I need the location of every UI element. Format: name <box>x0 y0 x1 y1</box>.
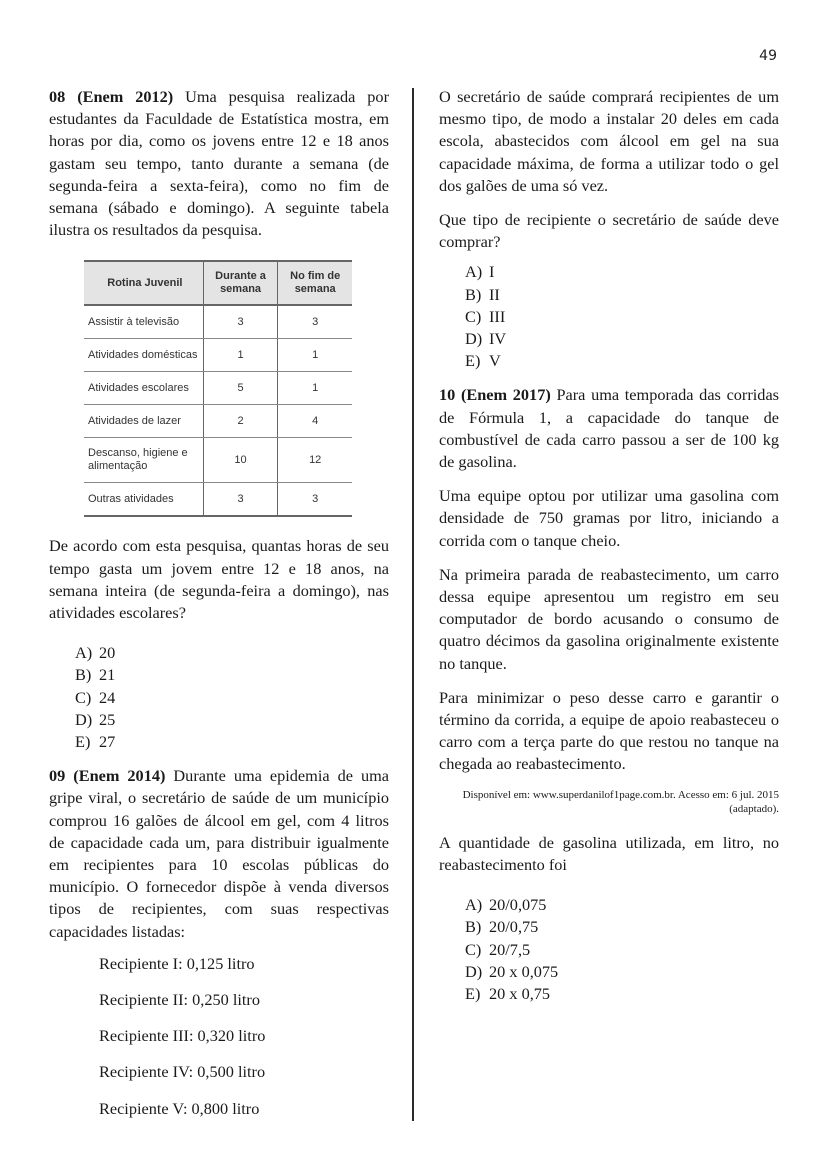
question-09-continuation: O secretário de saúde comprará recipientes de um mesmo tipo, de modo a instalar 20 deles em cada escola, abastecidos com álcool em gel na sua capacidade máxima, de forma a utilizar todo o gel dos galões de uma só vez. <box>439 87 779 195</box>
table-row <box>84 405 352 438</box>
option-text: 20 <box>99 643 116 663</box>
table-row <box>84 438 352 483</box>
question-09-heading: 09 (Enem 2014) <box>49 766 166 786</box>
option-text: 20/0,75 <box>489 917 539 937</box>
option-text: III <box>489 306 506 326</box>
option-text: 21 <box>99 665 116 685</box>
question-10-paragraph: Na primeira parada de reabastecimento, um carro dessa equipe apresentou um registro em seu computador de bordo acusando o consumo de quatro décimos da gasolina originalmente existente no tanque. <box>439 564 779 673</box>
question-10-intro <box>439 384 779 473</box>
recipient-item: Recipiente II: 0,250 litro <box>99 990 260 1010</box>
option-text: 20/0,075 <box>489 895 547 915</box>
question-08-heading: 08 (Enem 2012) <box>49 87 174 106</box>
cell-weekend: 1 <box>278 339 352 372</box>
question-09-options <box>465 261 779 372</box>
cell-weekend: 3 <box>278 483 352 517</box>
page-number: 49 <box>759 48 777 64</box>
cell-weekday: 5 <box>203 372 278 405</box>
table-row <box>84 305 352 339</box>
recipient-item: Recipiente III: 0,320 litro <box>99 1026 266 1046</box>
question-10-intro-text: Para uma temporada das corridas de Fórmula 1, a capacidade do tanque de combustível de cada carro passou a ser de 100 kg de gasolina. <box>439 385 780 472</box>
option-letter: B) <box>465 917 482 937</box>
option-text: V <box>489 351 501 371</box>
cell-weekend: 12 <box>278 438 352 483</box>
cell-activity: Assistir à televisão <box>84 305 203 339</box>
cell-weekend: 4 <box>278 405 352 438</box>
right-column <box>439 86 779 1005</box>
question-10-paragraph: Para minimizar o peso desse carro e garantir o término da corrida, a equipe de apoio reabasteceu o carro com a terça parte do que restou no tanque na chegada ao reabastecimento. <box>439 687 779 774</box>
option-letter: A) <box>465 262 483 282</box>
option-letter: B) <box>75 665 92 685</box>
option-text: 24 <box>99 687 116 707</box>
option-b[interactable] <box>465 916 779 938</box>
option-letter: E) <box>75 732 91 752</box>
option-text: 20 x 0,75 <box>489 983 551 1003</box>
question-10-options <box>465 894 779 1005</box>
recipient-item: Recipiente IV: 0,500 litro <box>99 1062 266 1082</box>
option-e[interactable] <box>75 731 389 753</box>
cell-activity: Atividades domésticas <box>84 339 203 372</box>
option-b[interactable] <box>75 664 389 686</box>
recipient-item: Recipiente I: 0,125 litro <box>99 953 255 973</box>
source-line: (adaptado). <box>729 802 779 815</box>
option-d[interactable] <box>465 328 779 350</box>
cell-weekend: 3 <box>278 305 352 339</box>
left-column <box>49 86 389 1134</box>
option-d[interactable] <box>75 709 389 731</box>
option-e[interactable] <box>465 983 779 1005</box>
cell-activity: Outras atividades <box>84 483 203 517</box>
option-a[interactable] <box>465 261 779 283</box>
question-09-prompt: Que tipo de recipiente o secretário de saúde deve comprar? <box>439 210 779 252</box>
cell-activity: Atividades escolares <box>84 372 203 405</box>
column-divider <box>412 88 414 1121</box>
option-e[interactable] <box>465 350 779 372</box>
option-text: IV <box>489 329 507 349</box>
option-letter: A) <box>465 895 483 915</box>
option-letter: E) <box>465 351 481 371</box>
option-letter: E) <box>465 983 481 1003</box>
header-weekend: No fim de semana <box>278 261 352 305</box>
question-10-heading: 10 (Enem 2017) <box>439 385 551 405</box>
recipient-item: Recipiente V: 0,800 litro <box>99 1098 260 1118</box>
cell-weekday: 3 <box>203 483 278 517</box>
question-08-options <box>75 642 389 753</box>
question-08-intro <box>49 86 389 241</box>
recipient-list <box>99 953 389 1120</box>
header-routine: Rotina Juvenil <box>84 261 203 305</box>
table-row <box>84 339 352 372</box>
cell-weekday: 10 <box>203 438 278 483</box>
routine-table-wrapper <box>84 260 352 517</box>
question-08-prompt: De acordo com esta pesquisa, quantas horas de seu tempo gasta um jovem entre 12 e 18 anos, na semana inteira (de segunda-feira a domingo), nas atividades escolares? <box>49 536 389 623</box>
option-c[interactable] <box>75 687 389 709</box>
header-weekday: Durante a semana <box>203 261 278 305</box>
option-letter: C) <box>465 306 482 326</box>
cell-weekday: 1 <box>203 339 278 372</box>
option-text: 20/7,5 <box>489 939 531 959</box>
question-10-prompt: A quantidade de gasolina utilizada, em litro, no reabastecimento foi <box>439 832 779 874</box>
option-letter: D) <box>465 329 483 349</box>
option-letter: A) <box>75 643 93 663</box>
source-line: Disponível em: www.superdanilof1page.com.br. Acesso em: 6 jul. 2015 <box>462 788 779 801</box>
option-text: 25 <box>99 709 116 729</box>
option-text: II <box>489 284 500 304</box>
cell-weekday: 2 <box>203 405 278 438</box>
cell-activity: Atividades de lazer <box>84 405 203 438</box>
option-c[interactable] <box>465 306 779 328</box>
option-b[interactable] <box>465 284 779 306</box>
option-letter: D) <box>75 709 93 729</box>
option-c[interactable] <box>465 939 779 961</box>
option-letter: C) <box>465 939 482 959</box>
option-letter: D) <box>465 961 483 981</box>
question-09-intro-text: Durante uma epidemia de uma gripe viral, o secretário de saúde de um município comprou 16 galões de álcool em gel, com 4 litros de capacidade cada um, para distribuir igualmente em recipientes para 10 escolas públicas do município. O fornecedor dispõe à venda diversos tipos de recipientes, com suas respectivas capacidades listadas: <box>49 766 389 941</box>
table-header-row <box>84 261 352 305</box>
cell-weekday: 3 <box>203 305 278 339</box>
table-row <box>84 372 352 405</box>
table-row <box>84 483 352 517</box>
option-text: I <box>489 262 495 282</box>
source-citation <box>439 788 779 816</box>
option-text: 20 x 0,075 <box>489 961 559 981</box>
question-08-intro-text: Uma pesquisa realizada por estudantes da Faculdade de Estatística mostra, em horas por dia, como os jovens entre 12 e 18 anos gastam seu tempo, tanto durante a semana (de segunda-feira a sexta-feira), como no fim de semana (sábado e domingo). A seguinte tabela ilustra os resultados da pesquisa. <box>49 87 389 240</box>
option-a[interactable] <box>75 642 389 664</box>
routine-table <box>84 260 352 517</box>
option-letter: B) <box>465 284 482 304</box>
option-letter: C) <box>75 687 92 707</box>
option-d[interactable] <box>465 961 779 983</box>
cell-weekend: 1 <box>278 372 352 405</box>
cell-activity: Descanso, higiene e alimentação <box>84 438 203 483</box>
option-a[interactable] <box>465 894 779 916</box>
question-09-intro <box>49 765 389 943</box>
option-text: 27 <box>99 732 116 752</box>
question-10-paragraph: Uma equipe optou por utilizar uma gasolina com densidade de 750 gramas por litro, iniciando a corrida com o tanque cheio. <box>439 486 779 550</box>
